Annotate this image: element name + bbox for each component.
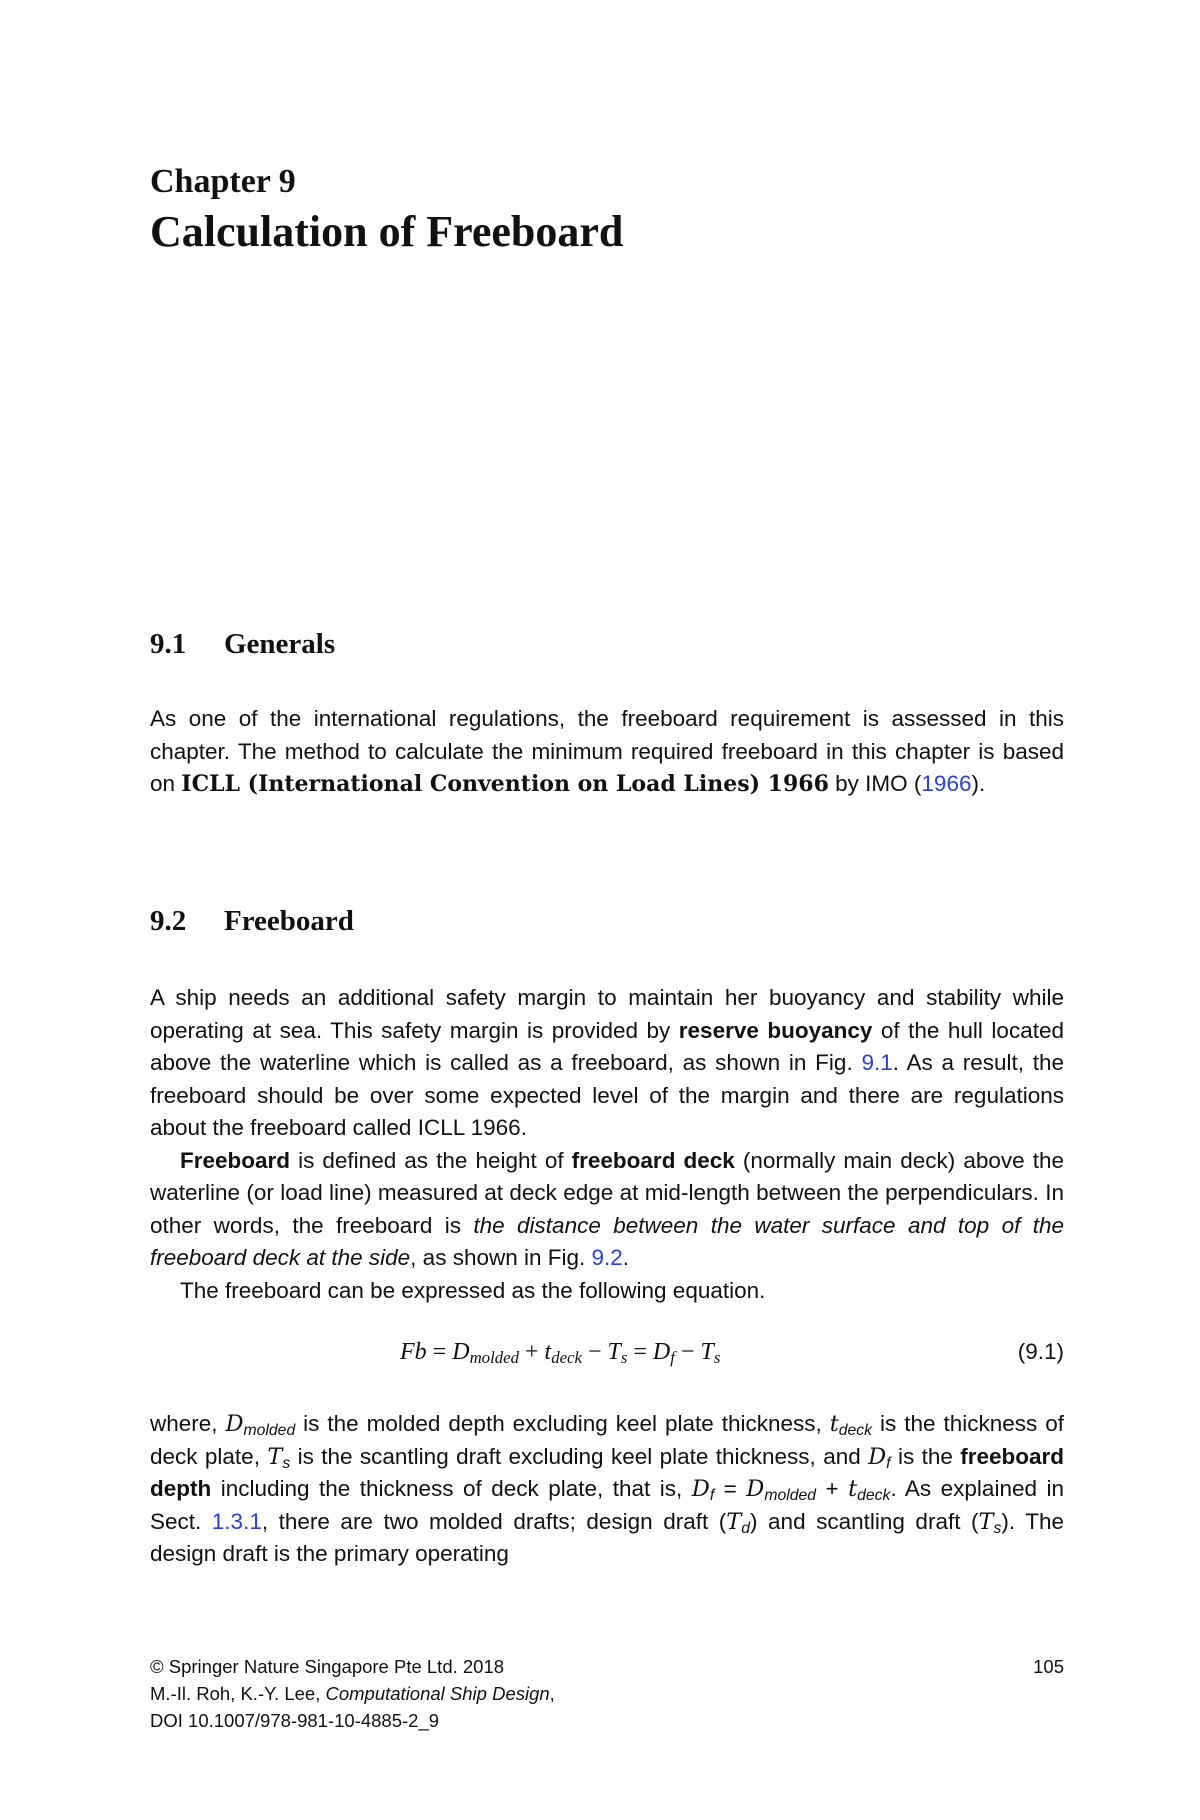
- section-heading-9-1: [150, 628, 335, 661]
- eq-symbol: T: [700, 1339, 714, 1365]
- eq-symbol: t: [544, 1339, 552, 1365]
- math-var: D: [746, 1476, 765, 1502]
- math-var: t: [829, 1411, 839, 1437]
- section-9-1-body: [150, 703, 1064, 801]
- math-subscript: deck: [857, 1487, 891, 1504]
- paragraph: [150, 703, 1064, 801]
- eq-subscript: f: [670, 1348, 675, 1367]
- math-var: T: [978, 1508, 994, 1535]
- text: including the thickness of deck plate, that is,: [211, 1476, 692, 1501]
- text: ,: [549, 1683, 555, 1704]
- math-var: D: [868, 1443, 887, 1470]
- eq-operator: =: [426, 1339, 453, 1365]
- text: . As a result, the freeboard should be over some expected level of the margin and there are regulations about the freeboard called ICLL 1966.: [150, 1050, 1064, 1140]
- text: +: [816, 1476, 849, 1501]
- text: ).: [971, 771, 986, 796]
- math-subscript: d: [741, 1519, 751, 1537]
- section-title: Freeboard: [224, 905, 354, 937]
- citation-link[interactable]: 1966: [921, 771, 972, 796]
- math-subscript: molded: [243, 1422, 296, 1439]
- text: , there are two molded drafts; design draft (: [261, 1508, 727, 1534]
- math-subscript: deck: [838, 1422, 873, 1439]
- text: is the scantling draft excluding keel plate thickness, and: [290, 1443, 869, 1469]
- eq-operator: +: [518, 1339, 545, 1365]
- bold-term: freeboard deck: [571, 1147, 735, 1173]
- math-subscript: s: [993, 1519, 1002, 1537]
- math-subscript: f: [709, 1487, 715, 1504]
- math-var: T: [726, 1508, 742, 1535]
- eq-subscript: deck: [551, 1348, 582, 1367]
- paragraph: [150, 1275, 1064, 1308]
- page-number: 105: [1033, 1656, 1064, 1677]
- copyright-line: © Springer Nature Singapore Pte Ltd. 2018: [150, 1656, 505, 1677]
- text: (normally main deck) above the waterline (or load line) measured at deck edge at mid-length between the perpendiculars. In other words, the freeboard is: [150, 1147, 1064, 1238]
- eq-symbol: Fb: [400, 1339, 427, 1365]
- section-title: Generals: [224, 628, 336, 660]
- citation-line: [150, 1680, 555, 1707]
- eq-operator: −: [674, 1339, 701, 1365]
- eq-subscript: molded: [469, 1348, 519, 1367]
- paragraph: [150, 1145, 1064, 1275]
- math-var: D: [691, 1476, 710, 1502]
- text: by IMO (: [828, 771, 922, 796]
- text: is the thickness of deck plate,: [150, 1411, 1064, 1469]
- text: ) and scantling draft (: [750, 1508, 979, 1534]
- section-9-2-body: [150, 982, 1064, 1307]
- math-var: T: [267, 1443, 283, 1470]
- text: .: [622, 1245, 630, 1270]
- math-subscript: molded: [764, 1487, 817, 1504]
- text: of the hull located above the waterline which is called as a freeboard, as shown in Fig.: [150, 1017, 1064, 1075]
- eq-operator: =: [627, 1339, 653, 1365]
- eq-subscript: s: [620, 1348, 628, 1367]
- text: is the molded depth excluding keel plate thickness,: [295, 1411, 830, 1436]
- math-subscript: f: [886, 1454, 891, 1472]
- section-9-2-body-continued: [150, 1408, 1064, 1571]
- eq-symbol: T: [607, 1339, 621, 1365]
- equation-9-1: [150, 1339, 1064, 1373]
- equation-number: (9.1): [1017, 1339, 1064, 1364]
- bold-term: reserve buoyancy: [678, 1017, 873, 1043]
- paragraph: [150, 1408, 1064, 1571]
- text: is the: [890, 1443, 961, 1469]
- figure-link[interactable]: 9.2: [591, 1245, 623, 1270]
- bold-term: ICLL (International Convention on Load Lines) 1966: [181, 771, 829, 797]
- section-link[interactable]: 1.3.1: [211, 1508, 262, 1534]
- math-subscript: s: [282, 1454, 291, 1472]
- text: . As explained in Sect.: [150, 1476, 1064, 1534]
- footer-info: [150, 1653, 555, 1734]
- paragraph: [150, 982, 1064, 1145]
- eq-symbol: D: [452, 1339, 470, 1365]
- book-title: Computational Ship Design: [325, 1683, 550, 1704]
- text: ). The design draft is the primary operating: [150, 1508, 1065, 1566]
- doi-line[interactable]: DOI 10.1007/978-981-10-4885-2_9: [150, 1710, 440, 1731]
- chapter-title: Calculation of Freeboard: [150, 207, 624, 256]
- italic-phrase: the distance between the water surface and top of the freeboard deck at the side: [150, 1212, 1065, 1270]
- text: is defined as the height of: [290, 1147, 572, 1173]
- eq-operator: −: [581, 1339, 608, 1365]
- figure-link[interactable]: 9.1: [861, 1050, 893, 1075]
- math-var: D: [225, 1411, 244, 1437]
- text: , as shown in Fig.: [410, 1245, 592, 1270]
- bold-term: Freeboard: [180, 1147, 291, 1173]
- math-var: t: [848, 1476, 858, 1502]
- text: =: [714, 1476, 747, 1501]
- text: A ship needs an additional safety margin to maintain her buoyancy and stability while operating at sea. This safety margin is provided by: [150, 985, 1064, 1043]
- section-number: 9.2: [150, 905, 187, 937]
- text: where,: [150, 1411, 226, 1436]
- chapter-label: Chapter 9: [150, 163, 296, 200]
- section-number: 9.1: [150, 628, 187, 660]
- eq-symbol: D: [652, 1339, 671, 1365]
- bold-term: freeboard depth: [150, 1443, 1065, 1501]
- text: As one of the international regulations, the freeboard requirement is assessed in this chapter. The method to calculate the minimum required freeboard in this chapter is based on: [150, 706, 1064, 796]
- section-heading-9-2: [150, 905, 354, 938]
- authors: M.-Il. Roh, K.-Y. Lee,: [150, 1683, 326, 1704]
- equation-body: [400, 1339, 720, 1366]
- eq-subscript: s: [713, 1348, 721, 1367]
- text: The freeboard can be expressed as the following equation.: [180, 1277, 766, 1303]
